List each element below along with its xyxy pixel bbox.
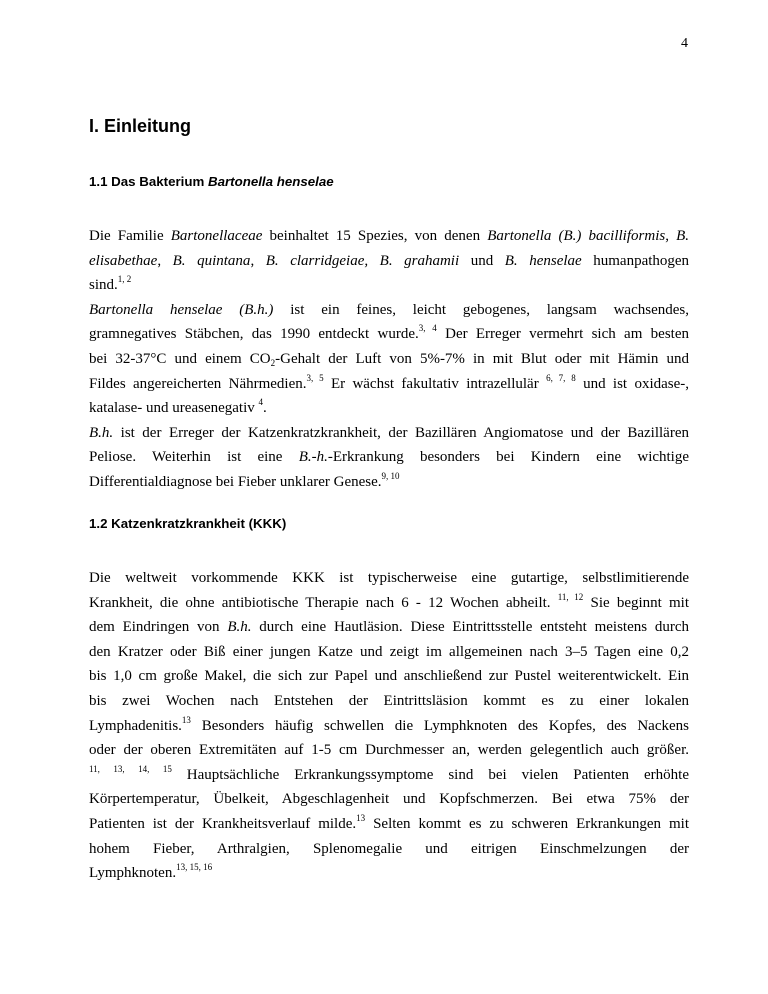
- species-name: B.h.: [227, 619, 252, 636]
- section-heading-1-2: 1.2 Katzenkratzkrankheit (KKK): [89, 516, 287, 531]
- text: ,: [157, 252, 173, 269]
- citation-superscript: 11, 13, 14, 15: [89, 763, 172, 774]
- text: durch eine Hautläsion. Diese Eintrittsstelle entsteht meistens durch: [251, 619, 689, 636]
- text: Sie beginnt mit: [583, 594, 689, 611]
- text-line: [89, 763, 689, 788]
- text: Die weltweit vorkommende KKK ist typischerweise eine gutartige, selbstlimitierende: [89, 570, 689, 586]
- text: Der Erreger vermehrt sich am besten: [436, 326, 690, 343]
- text: -Gehalt der Luft von 5%-7% in mit Blut oder mit Hämin und: [275, 350, 690, 367]
- citation-superscript: 1, 2: [117, 274, 132, 285]
- citation-superscript: 13, 15, 16: [176, 862, 213, 873]
- text-line: [89, 615, 689, 640]
- citation-superscript: 13: [356, 812, 366, 823]
- citation-superscript: 4: [258, 397, 264, 408]
- text: katalase- und ureasenegativ: [89, 400, 259, 417]
- text: ,: [250, 252, 266, 269]
- section-heading-1-1: [89, 174, 334, 189]
- citation-superscript: 6, 7, 8: [546, 372, 576, 383]
- species-name: Bartonellaceae: [170, 228, 263, 244]
- text: Selten kommt es zu schweren Erkrankungen mit: [365, 815, 689, 832]
- text: sind.: [89, 277, 118, 294]
- text: Die Familie: [89, 228, 171, 244]
- species-name: B.h.: [89, 424, 114, 441]
- text: dem Eindringen von: [89, 619, 228, 636]
- text-line: [89, 837, 689, 862]
- text-line: [89, 664, 689, 689]
- text: bis 1,0 cm große Makel, die sich zur Papel und anschließend zur Pustel weiterentwickelt. Ein: [89, 668, 689, 685]
- section-1-1-body: [89, 224, 689, 495]
- text-line: [89, 421, 689, 446]
- text-line: [89, 591, 689, 616]
- text-line: [89, 787, 689, 812]
- citation-superscript: 13: [181, 714, 191, 725]
- text-line: [89, 470, 689, 495]
- text: Differentialdiagnose bei Fieber unklarer Genese.: [89, 473, 382, 490]
- text: Krankheit, die ohne antibiotische Therapie nach 6 - 12 Wochen abheilt.: [89, 594, 558, 611]
- text-line: [89, 566, 689, 591]
- text: bei 32-37°C und einem CO: [89, 350, 271, 367]
- text-line: [89, 298, 689, 323]
- species-name: Bartonella (B.) bacilliformis: [487, 228, 666, 244]
- page-number: 4: [681, 36, 688, 51]
- text: hohem Fieber, Arthralgien, Splenomegalie und eitrigen Einschmelzungen der: [89, 840, 689, 857]
- text: Er wächst fakultativ intrazellulär: [323, 375, 547, 392]
- species-name: B. henselae: [504, 252, 582, 269]
- text: Patienten ist der Krankheitsverlauf milde.: [89, 815, 357, 832]
- text: gramnegatives Stäbchen, das 1990 entdeckt wurde.: [89, 326, 419, 343]
- species-name: Bartonella henselae (B.h.): [89, 301, 274, 318]
- text: den Kratzer oder Biß einer jungen Katze und zeigt im allgemeinen nach 3–5 Tagen eine 0,2: [89, 643, 689, 660]
- text: Hauptsächliche Erkrankungssymptome sind bei vielen Patienten erhöhte: [171, 766, 689, 783]
- text-line: [89, 273, 689, 298]
- text: bis zwei Wochen nach Entstehen der Eintrittsläsion kommt es zu einer lokalen: [89, 692, 689, 709]
- text: ist ein feines, leicht gebogenes, langsam wachsendes,: [273, 301, 689, 318]
- text-line: [89, 714, 689, 739]
- text: Fildes angereicherten Nährmedien.: [89, 375, 307, 392]
- text: .: [263, 400, 267, 417]
- citation-superscript: 9, 10: [381, 470, 400, 481]
- text-line: [89, 445, 689, 470]
- text: Körpertemperatur, Übelkeit, Abgeschlagenheit und Kopfschmerzen. Bei etwa 75% der: [89, 791, 689, 808]
- species-name: elisabethae: [89, 252, 158, 269]
- chapter-heading: I. Einleitung: [89, 116, 191, 136]
- text-line: [89, 738, 689, 763]
- text-line: [89, 372, 689, 397]
- text: Peliose. Weiterhin ist eine: [89, 449, 299, 466]
- text: beinhaltet 15 Spezies, von denen: [262, 228, 488, 244]
- text: Lymphadenitis.: [89, 717, 182, 734]
- section-1-2-body: [89, 566, 689, 886]
- text: und: [459, 252, 505, 269]
- text: oder der oberen Extremitäten auf 1-5 cm Durchmesser an, werden gelegentlich auch größer.: [89, 742, 689, 759]
- text-line: [89, 347, 689, 372]
- subscript: 2: [270, 357, 276, 368]
- text: -Erkrankung besonders bei Kindern eine wichtige: [327, 449, 690, 466]
- text: ist der Erreger der Katzenkratzkrankheit, der Bazillären Angiomatose und der Bazillären: [113, 424, 689, 441]
- species-name: B.-h.: [298, 449, 328, 466]
- text-line: [89, 689, 689, 714]
- species-name: B. clarridgeiae, B. grahamii: [265, 252, 460, 269]
- text-line: [89, 224, 689, 249]
- section-heading-text: 1.1 Das Bakterium: [89, 174, 208, 189]
- text-line: [89, 396, 689, 421]
- citation-superscript: 3, 5: [306, 372, 324, 383]
- section-heading-species: Bartonella henselae: [208, 174, 334, 189]
- text-line: [89, 640, 689, 665]
- citation-superscript: 11, 12: [557, 591, 584, 602]
- text: Besonders häufig schwellen die Lymphknoten des Kopfes, des Nackens: [190, 717, 689, 734]
- text: humanpathogen: [581, 252, 690, 269]
- species-name: B.: [676, 228, 690, 244]
- citation-superscript: 3, 4: [418, 323, 437, 334]
- text-line: [89, 249, 689, 274]
- text-line: [89, 861, 689, 886]
- text: ,: [665, 228, 677, 244]
- text-line: [89, 322, 689, 347]
- species-name: B. quintana: [172, 252, 251, 269]
- text: Lymphknoten.: [89, 865, 177, 882]
- text-line: [89, 812, 689, 837]
- text: und ist oxidase-,: [575, 375, 690, 392]
